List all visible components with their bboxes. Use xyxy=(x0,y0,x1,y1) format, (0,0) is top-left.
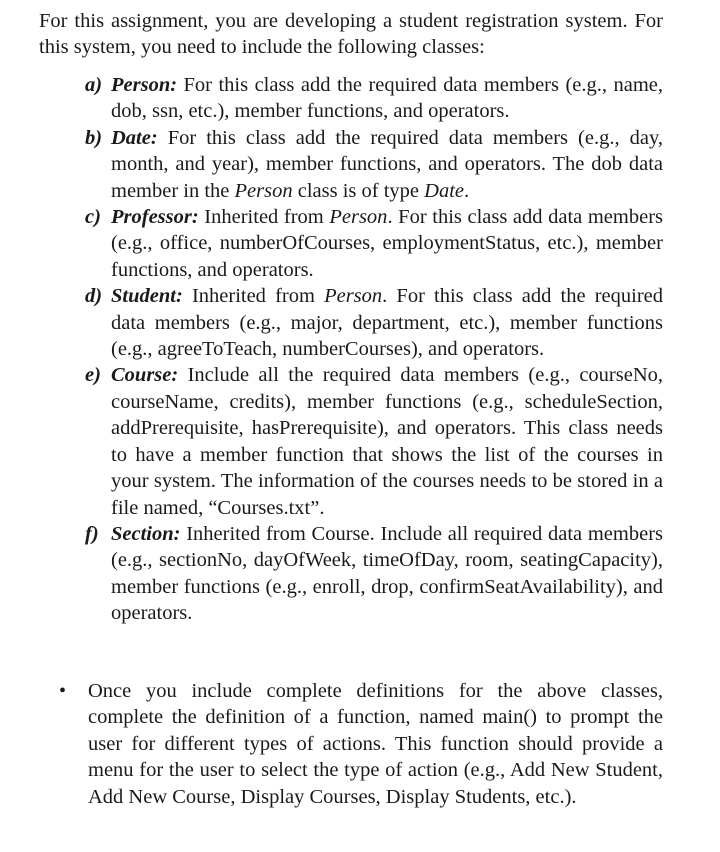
class-name: Date: xyxy=(111,126,158,149)
class-name: Professor: xyxy=(111,206,199,229)
item-label: d) xyxy=(85,285,103,308)
bullet-icon: • xyxy=(59,680,67,702)
bullet-text: Once you include complete definitions for the above classes, complete the definition of a function, named main() to prompt the user for different types of actions. This function should provide a menu for the user to select the type of action (e.g., Add New Student, Add New Course, Display Courses, Display Students, etc.). xyxy=(88,680,663,808)
class-description: For this class add the required data members (e.g., name, dob, ssn, etc.), member functions, and operators. xyxy=(111,74,663,123)
class-item-person xyxy=(85,72,663,125)
class-item-course xyxy=(85,362,663,520)
class-description: Inherited from xyxy=(204,206,324,229)
item-label: b) xyxy=(85,126,103,149)
class-reference: Person xyxy=(234,179,293,202)
class-description: class is of type xyxy=(297,179,420,202)
main-function-bullet xyxy=(59,678,663,810)
class-name: Person: xyxy=(111,74,178,96)
class-description: Inherited from Course. Include all required data members (e.g., sectionNo, dayOfWeek, timeOfDay, room, seatingCapacity), member functions (e.g., enroll, drop, confirmSeatAvailability), and operators. xyxy=(111,522,663,625)
item-label: c) xyxy=(85,206,101,229)
class-list xyxy=(85,72,663,627)
item-label: a) xyxy=(85,74,103,96)
class-item-date xyxy=(85,125,663,204)
item-label: e) xyxy=(85,364,101,387)
class-reference: Person xyxy=(329,206,388,229)
intro-paragraph: For this assignment, you are developing a student registration system. For this system, you need to include the following classes: xyxy=(39,10,663,59)
item-label: f) xyxy=(85,522,99,545)
class-description: . For this class add data members (e.g., office, numberOfCourses, employmentStatus, etc.), member functions, and operators. xyxy=(111,206,664,281)
class-description: Include all the required data members (e.g., courseNo, courseName, credits), member functions (e.g., scheduleSection, addPrerequisite, hasPrerequisite), and operators. This class needs to have a member function that shows the list of the courses in your system. The information of the courses needs to be stored in a file named, “Courses.txt”. xyxy=(111,364,663,519)
class-reference: Date xyxy=(424,179,464,202)
class-reference: Person xyxy=(324,285,383,308)
class-description: . xyxy=(464,179,470,202)
class-name: Section: xyxy=(111,522,181,545)
class-description: . For this class add the required data members (e.g., major, department, etc.), member functions (e.g., agreeToTeach, numberCourses), and operators. xyxy=(111,285,664,361)
class-description: For this class add the required data members (e.g., day, month, and year), member functions, and operators. The dob data member in the xyxy=(111,126,664,202)
class-item-student xyxy=(85,283,663,362)
class-name: Course: xyxy=(111,364,179,387)
class-item-professor xyxy=(85,204,663,283)
class-item-section xyxy=(85,521,663,627)
class-description: Inherited from xyxy=(191,285,315,308)
class-name: Student: xyxy=(111,285,183,308)
